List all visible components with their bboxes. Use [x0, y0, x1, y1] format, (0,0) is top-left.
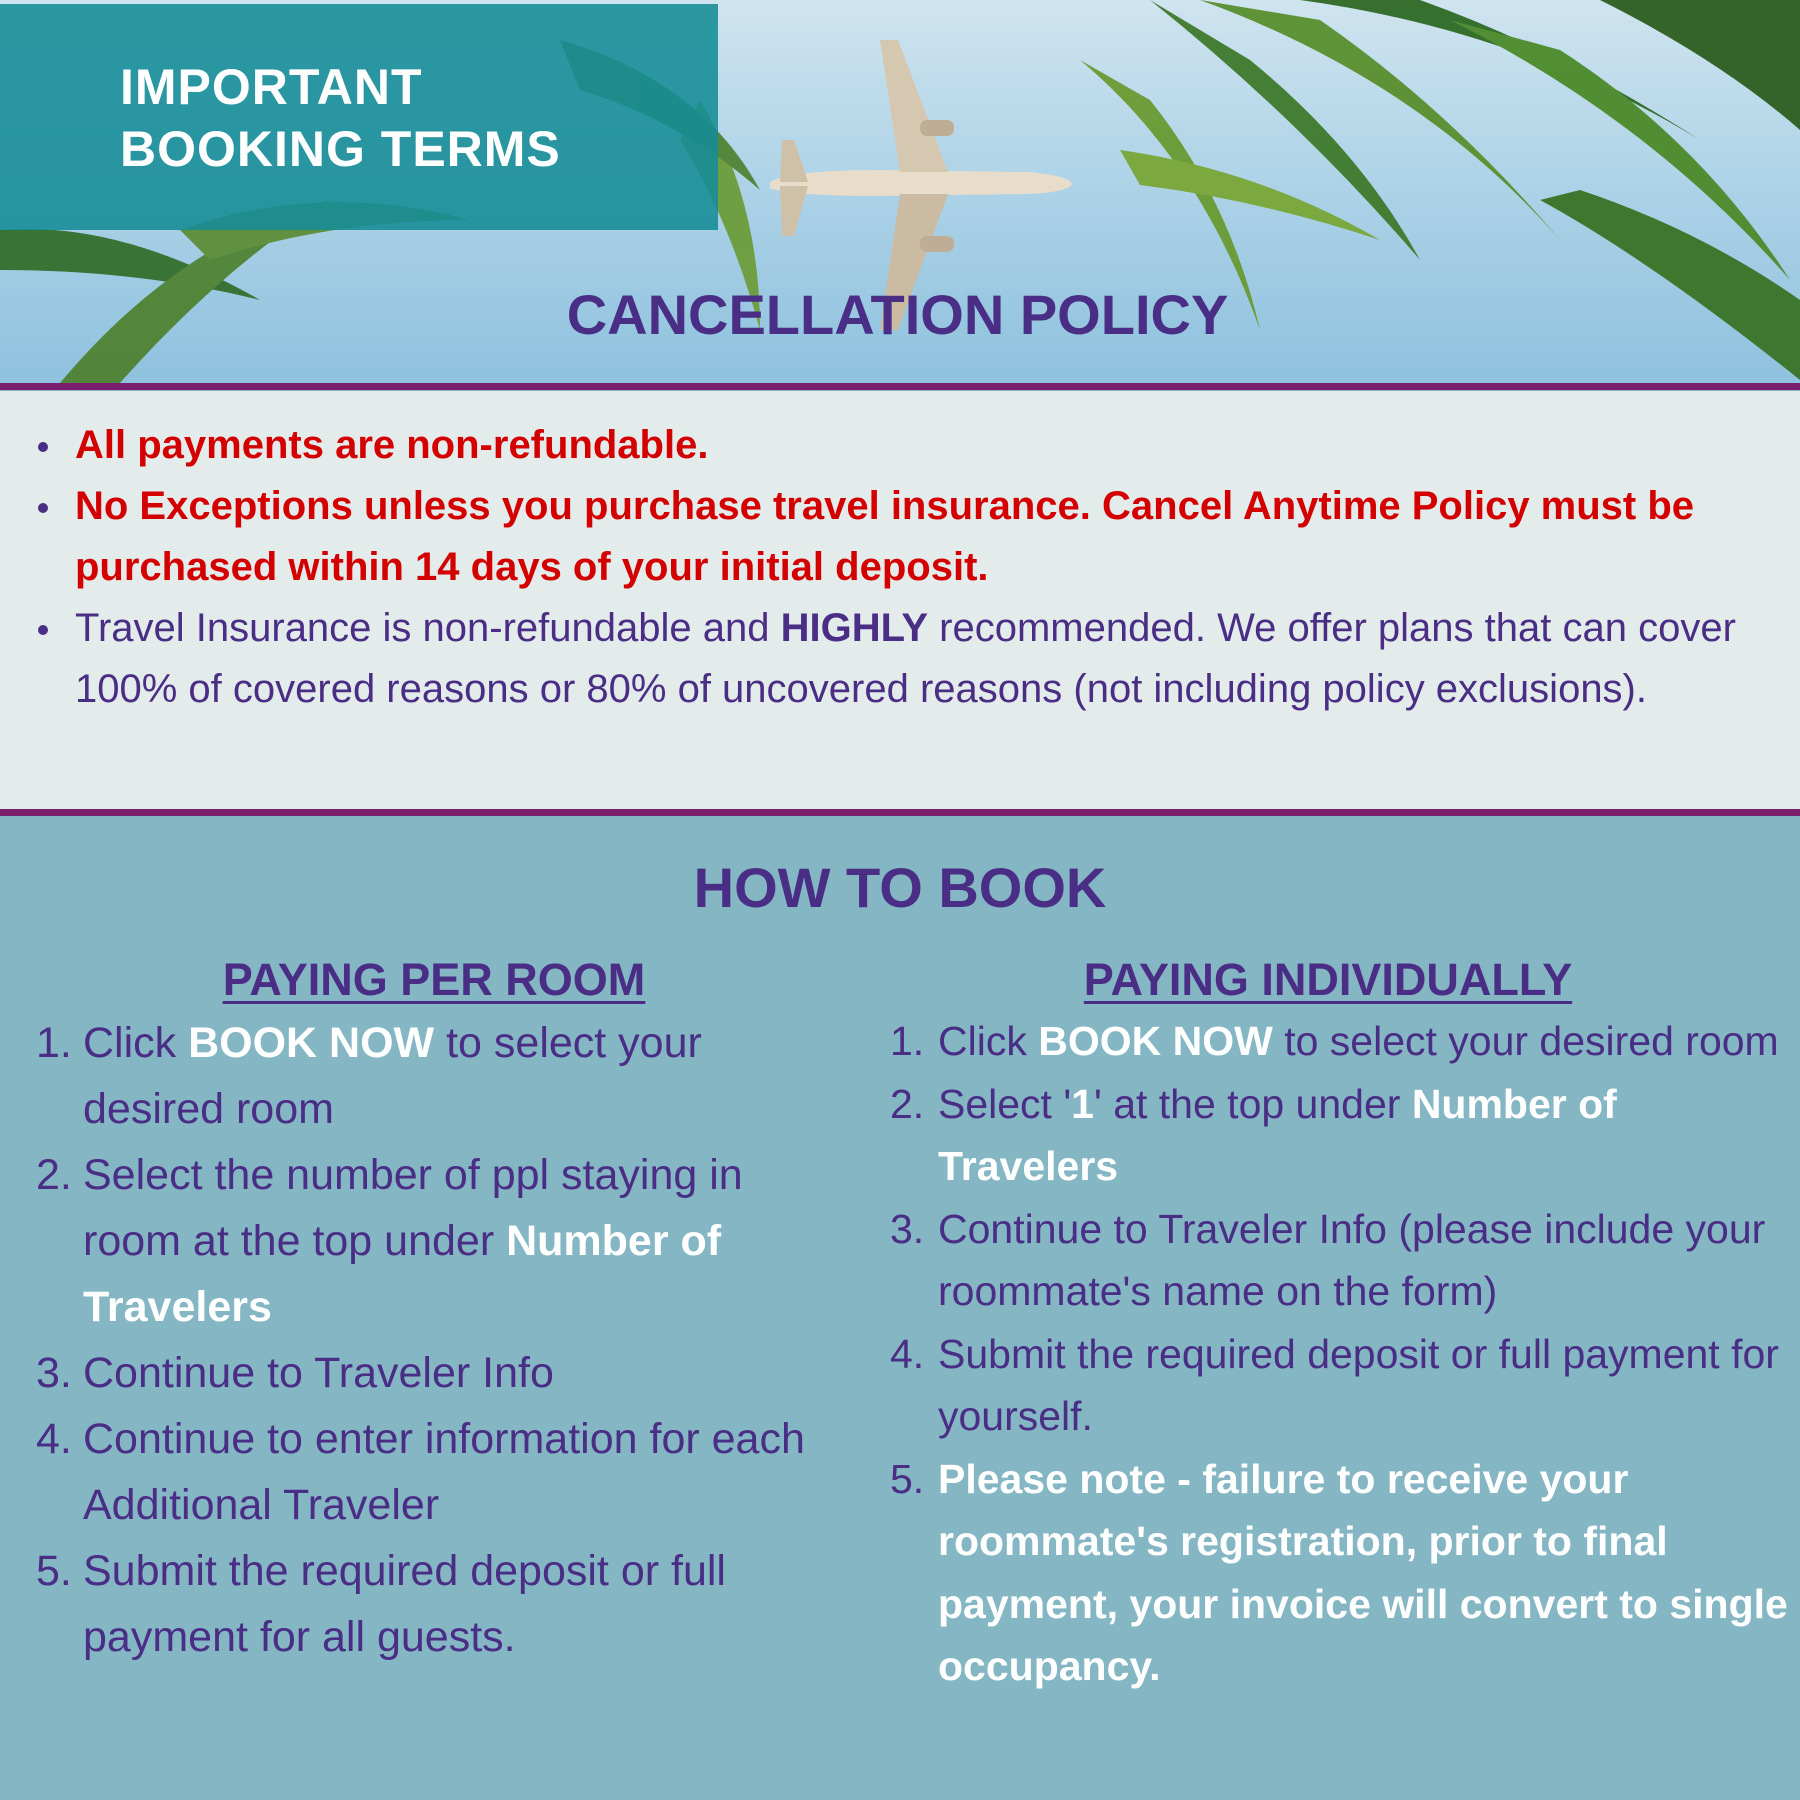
step-item [36, 1010, 836, 1142]
step-emphasis: BOOK NOW [188, 1019, 435, 1067]
policy-text: No Exceptions unless you purchase travel insurance. Cancel Anytime Policy must be purchased within 14 days of your initial deposit. [75, 484, 1695, 589]
step-number: 3. [36, 1349, 72, 1397]
individual-steps [890, 1010, 1790, 1698]
step-text: Continue to Traveler Info [83, 1349, 554, 1397]
policy-item [38, 476, 1778, 598]
bullet-icon [38, 625, 48, 635]
step-emphasis: 1 [1071, 1080, 1094, 1127]
policy-text-part: Travel Insurance is non-refundable and [75, 606, 781, 650]
step-text: Submit the required deposit or full payment for yourself. [938, 1330, 1779, 1439]
policy-text-part: recommended. We offer plans that can cover 100% of covered reasons or 80% of uncovered reasons (not including policy exclusions). [75, 606, 1736, 711]
step-text: Click [938, 1018, 1039, 1064]
step-number: 2. [890, 1080, 925, 1127]
title-line-2: BOOKING TERMS [120, 121, 561, 177]
paying-per-room-heading: PAYING PER ROOM [222, 954, 646, 1005]
step-number: 2. [36, 1151, 72, 1199]
cancellation-policy-heading: CANCELLATION POLICY [566, 283, 1229, 346]
paying-individually-heading: PAYING INDIVIDUALLY [1083, 954, 1573, 1005]
step-item [36, 1142, 836, 1340]
bullet-icon [38, 503, 48, 513]
step-item [890, 1448, 1790, 1698]
step-text: Select ' [938, 1080, 1072, 1127]
title-box [0, 4, 718, 230]
step-item [36, 1538, 836, 1670]
policy-text: All payments are non-refundable. [75, 423, 709, 467]
policy-item [38, 598, 1778, 720]
step-text: Select the number of ppl staying in room at the top under [83, 1151, 743, 1265]
step-text: to select your desired room [83, 1019, 702, 1133]
step-item [890, 1073, 1790, 1198]
step-text: ' at the top under [1093, 1080, 1412, 1127]
divider-top [0, 383, 1800, 390]
step-number: 3. [890, 1205, 925, 1252]
policy-text [75, 606, 1736, 711]
step-text: to select your desired room [1272, 1018, 1779, 1064]
step-text: Continue to Traveler Info (please include your roommate's name on the form) [938, 1205, 1766, 1314]
header-banner [0, 0, 1800, 383]
step-number: 4. [890, 1330, 925, 1377]
step-item [36, 1340, 836, 1406]
bullet-icon [38, 442, 48, 452]
step-note: Please note - failure to receive your roommate's registration, prior to final payment, your invoice will convert to single occupancy. [938, 1455, 1788, 1689]
title-line-1: IMPORTANT [120, 59, 423, 115]
step-number: 1. [36, 1019, 72, 1067]
page-title [120, 56, 561, 180]
policy-item [38, 415, 1778, 476]
step-item [36, 1406, 836, 1538]
policy-list [38, 415, 1778, 720]
step-text: Submit the required deposit or full payment for all guests. [83, 1547, 726, 1661]
step-number: 4. [36, 1415, 72, 1463]
step-emphasis: Number of Travelers [938, 1080, 1617, 1189]
step-text: Continue to enter information for each Additional Traveler [83, 1415, 805, 1529]
step-emphasis: BOOK NOW [1038, 1018, 1273, 1064]
policy-emphasis: HIGHLY [780, 606, 929, 650]
step-number: 5. [890, 1455, 925, 1502]
cancellation-policy-section [0, 391, 1800, 809]
how-to-book-heading: HOW TO BOOK [693, 856, 1107, 919]
step-emphasis: Number of Travelers [83, 1217, 722, 1331]
paying-individually-column [890, 950, 1790, 1698]
step-item [890, 1010, 1790, 1073]
step-number: 5. [36, 1547, 72, 1595]
step-item [890, 1323, 1790, 1448]
step-number: 1. [890, 1018, 925, 1064]
step-item [890, 1198, 1790, 1323]
step-text: Click [83, 1019, 189, 1067]
divider-bottom [0, 809, 1800, 816]
paying-per-room-column [36, 950, 836, 1670]
per-room-steps [36, 1010, 836, 1670]
